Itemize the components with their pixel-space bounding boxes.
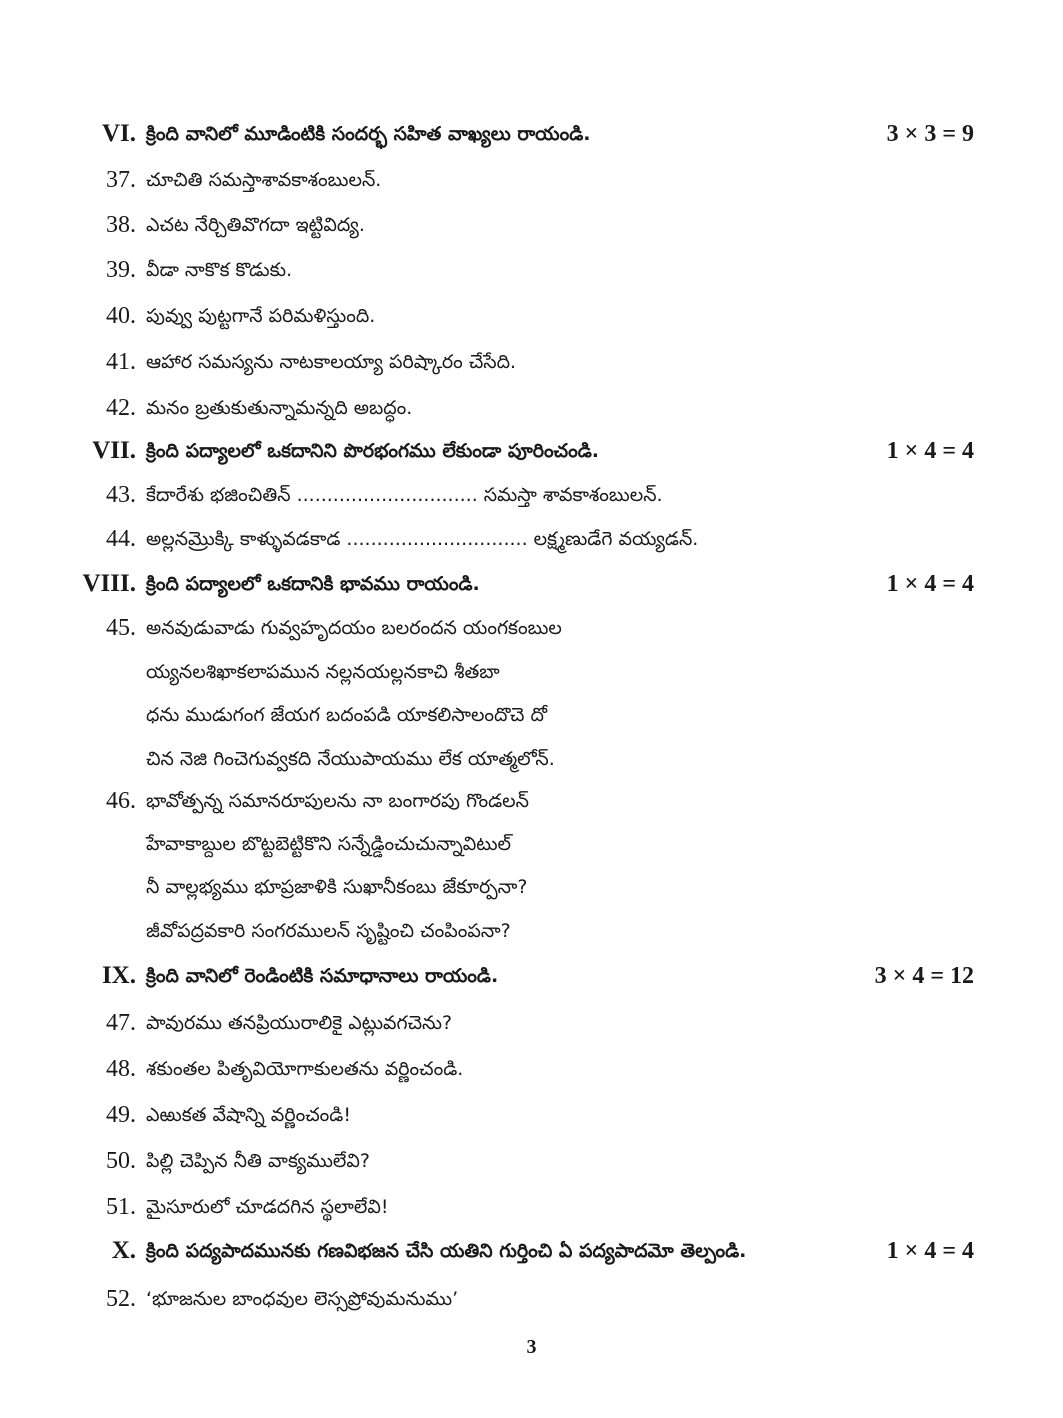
section-marks: 3 × 4 = 12	[874, 963, 974, 989]
question-47	[0, 1005, 1063, 1041]
question-text: పువ్వు పుట్టగానే పరిమళిస్తుంది.	[146, 305, 376, 327]
section-7-heading	[0, 433, 1063, 469]
question-text: కేదారేశు భజించితిన్ .............................. సమస్తా శావకాశంబులన్.	[146, 484, 663, 506]
question-number: 52.	[106, 1286, 136, 1312]
question-45	[0, 610, 1063, 646]
poem-line: చిన నెజి గించెగువ్వకది నేయుపాయము లేక యాత్మలోన్.	[146, 748, 555, 770]
poem-line: నీ వాల్లభ్యము భూప్రజాళికి సుఖానీకంబు జేకూర్పనా?	[146, 876, 528, 898]
question-40	[0, 298, 1063, 334]
question-number: 37.	[106, 167, 136, 193]
question-number: 50.	[106, 1148, 136, 1174]
question-text: అల్లనమ్రొక్కి కాళ్ళువడకాడ .............................. లక్ష్మణుడేగె వయ్యడన్.	[146, 528, 699, 550]
question-number: 49.	[106, 1102, 136, 1128]
question-number: 40.	[106, 303, 136, 329]
section-10-heading	[0, 1233, 1063, 1269]
question-text: పిల్లి చెప్పిన నీతి వాక్యములేవి?	[146, 1150, 370, 1172]
page-number: 3	[526, 1336, 537, 1358]
question-text: శకుంతల పితృవియోగాకులతను వర్ణించండి.	[146, 1058, 464, 1080]
poem-line: య్యనలశిఖాకలాపమున నల్లనయల్లనకాచి శీతబా	[146, 661, 500, 683]
section-9-heading	[0, 958, 1063, 994]
poem-line-row	[0, 826, 1063, 862]
question-text: ఎఱుకత వేషాన్ని వర్ణించండి!	[146, 1104, 351, 1126]
section-number: VII.	[92, 437, 136, 464]
question-text: చూచితి సమస్తాశావకాశంబులన్.	[146, 169, 382, 191]
poem-line: అనవుడువాడు గువ్వహృదయం బలరందన యంగకంబుల	[146, 617, 562, 639]
question-number: 45.	[106, 615, 136, 641]
poem-line-row	[0, 697, 1063, 733]
section-number: X.	[111, 1237, 136, 1264]
section-instruction: క్రింది వానిలో రెండింటికి సమాధానాలు రాయండి.	[146, 965, 499, 987]
poem-line: హేవాకాబ్దుల బొట్టబెట్టికొని సన్నేడ్డించుచున్నావిటుల్	[146, 833, 512, 855]
question-number: 38.	[106, 212, 136, 238]
section-8-heading	[0, 566, 1063, 602]
question-text: ఆహార సమస్యను నాటకాలయ్యా పరిష్కారం చేసేది.	[146, 351, 517, 373]
question-text: మనం బ్రతుకుతున్నామన్నది అబద్ధం.	[146, 397, 413, 419]
section-marks: 1 × 4 = 4	[886, 438, 974, 464]
question-number: 46.	[106, 788, 136, 814]
question-text: వీడా నాకొక కొడుకు.	[146, 259, 293, 281]
question-number: 41.	[106, 349, 136, 375]
section-number: IX.	[101, 962, 136, 989]
section-number: VIII.	[82, 570, 136, 597]
section-instruction: క్రింది పద్యాలలో ఒకదానిని పొరభంగము లేకుండా పూరించండి.	[146, 440, 600, 462]
section-6-heading	[0, 116, 1063, 152]
question-number: 42.	[106, 395, 136, 421]
section-instruction: క్రింది పద్యపాదమునకు గణవిభజన చేసి యతిని గుర్తించి ఏ పద్యపాదమో తెల్పండి.	[146, 1240, 747, 1262]
poem-line: జీవోపద్రవకారి సంగరములన్ సృష్టించి చంపింపనా?	[146, 920, 511, 942]
question-number: 44.	[106, 526, 136, 552]
question-text: మైసూరులో చూడదగిన స్థలాలేవి!	[146, 1196, 389, 1218]
question-43	[0, 477, 1063, 513]
question-46	[0, 783, 1063, 819]
question-number: 51.	[106, 1194, 136, 1220]
poem-line: ధను ముడుగంగ జేయగ బదంపడి యాకలిసాలందొచె దో	[146, 704, 548, 726]
poem-line: భావోత్పన్న సమానరూపులను నా బంగారపు గొండలన్	[146, 790, 529, 812]
question-41	[0, 344, 1063, 380]
question-number: 39.	[106, 257, 136, 283]
question-text: ఎచట నేర్చితివొగదా ఇట్టివిద్య.	[146, 214, 365, 236]
question-number: 43.	[106, 482, 136, 508]
question-42	[0, 390, 1063, 426]
section-marks: 3 × 3 = 9	[886, 121, 974, 147]
question-text: ‘భూజనుల బాంధవుల లెస్సప్రోవుమనుము’	[146, 1288, 459, 1310]
question-48	[0, 1051, 1063, 1087]
question-text: పావురము తనప్రియురాలికై ఎట్లువగచెను?	[146, 1012, 453, 1034]
section-instruction: క్రింది వానిలో మూడింటికి సందర్భ సహిత వాఖ్యలు రాయండి.	[146, 123, 591, 145]
poem-line-row	[0, 869, 1063, 905]
section-marks: 1 × 4 = 4	[886, 1238, 974, 1264]
poem-line-row	[0, 741, 1063, 777]
question-38	[0, 207, 1063, 243]
question-50	[0, 1143, 1063, 1179]
question-37	[0, 162, 1063, 198]
question-51	[0, 1189, 1063, 1225]
question-number: 48.	[106, 1056, 136, 1082]
section-number: VI.	[101, 120, 136, 147]
question-52	[0, 1281, 1063, 1317]
poem-line-row	[0, 654, 1063, 690]
question-39	[0, 252, 1063, 288]
poem-line-row	[0, 913, 1063, 949]
question-49	[0, 1097, 1063, 1133]
question-44	[0, 521, 1063, 557]
section-marks: 1 × 4 = 4	[886, 571, 974, 597]
question-number: 47.	[106, 1010, 136, 1036]
section-instruction: క్రింది పద్యాలలో ఒకదానికి భావము రాయండి.	[146, 573, 480, 595]
